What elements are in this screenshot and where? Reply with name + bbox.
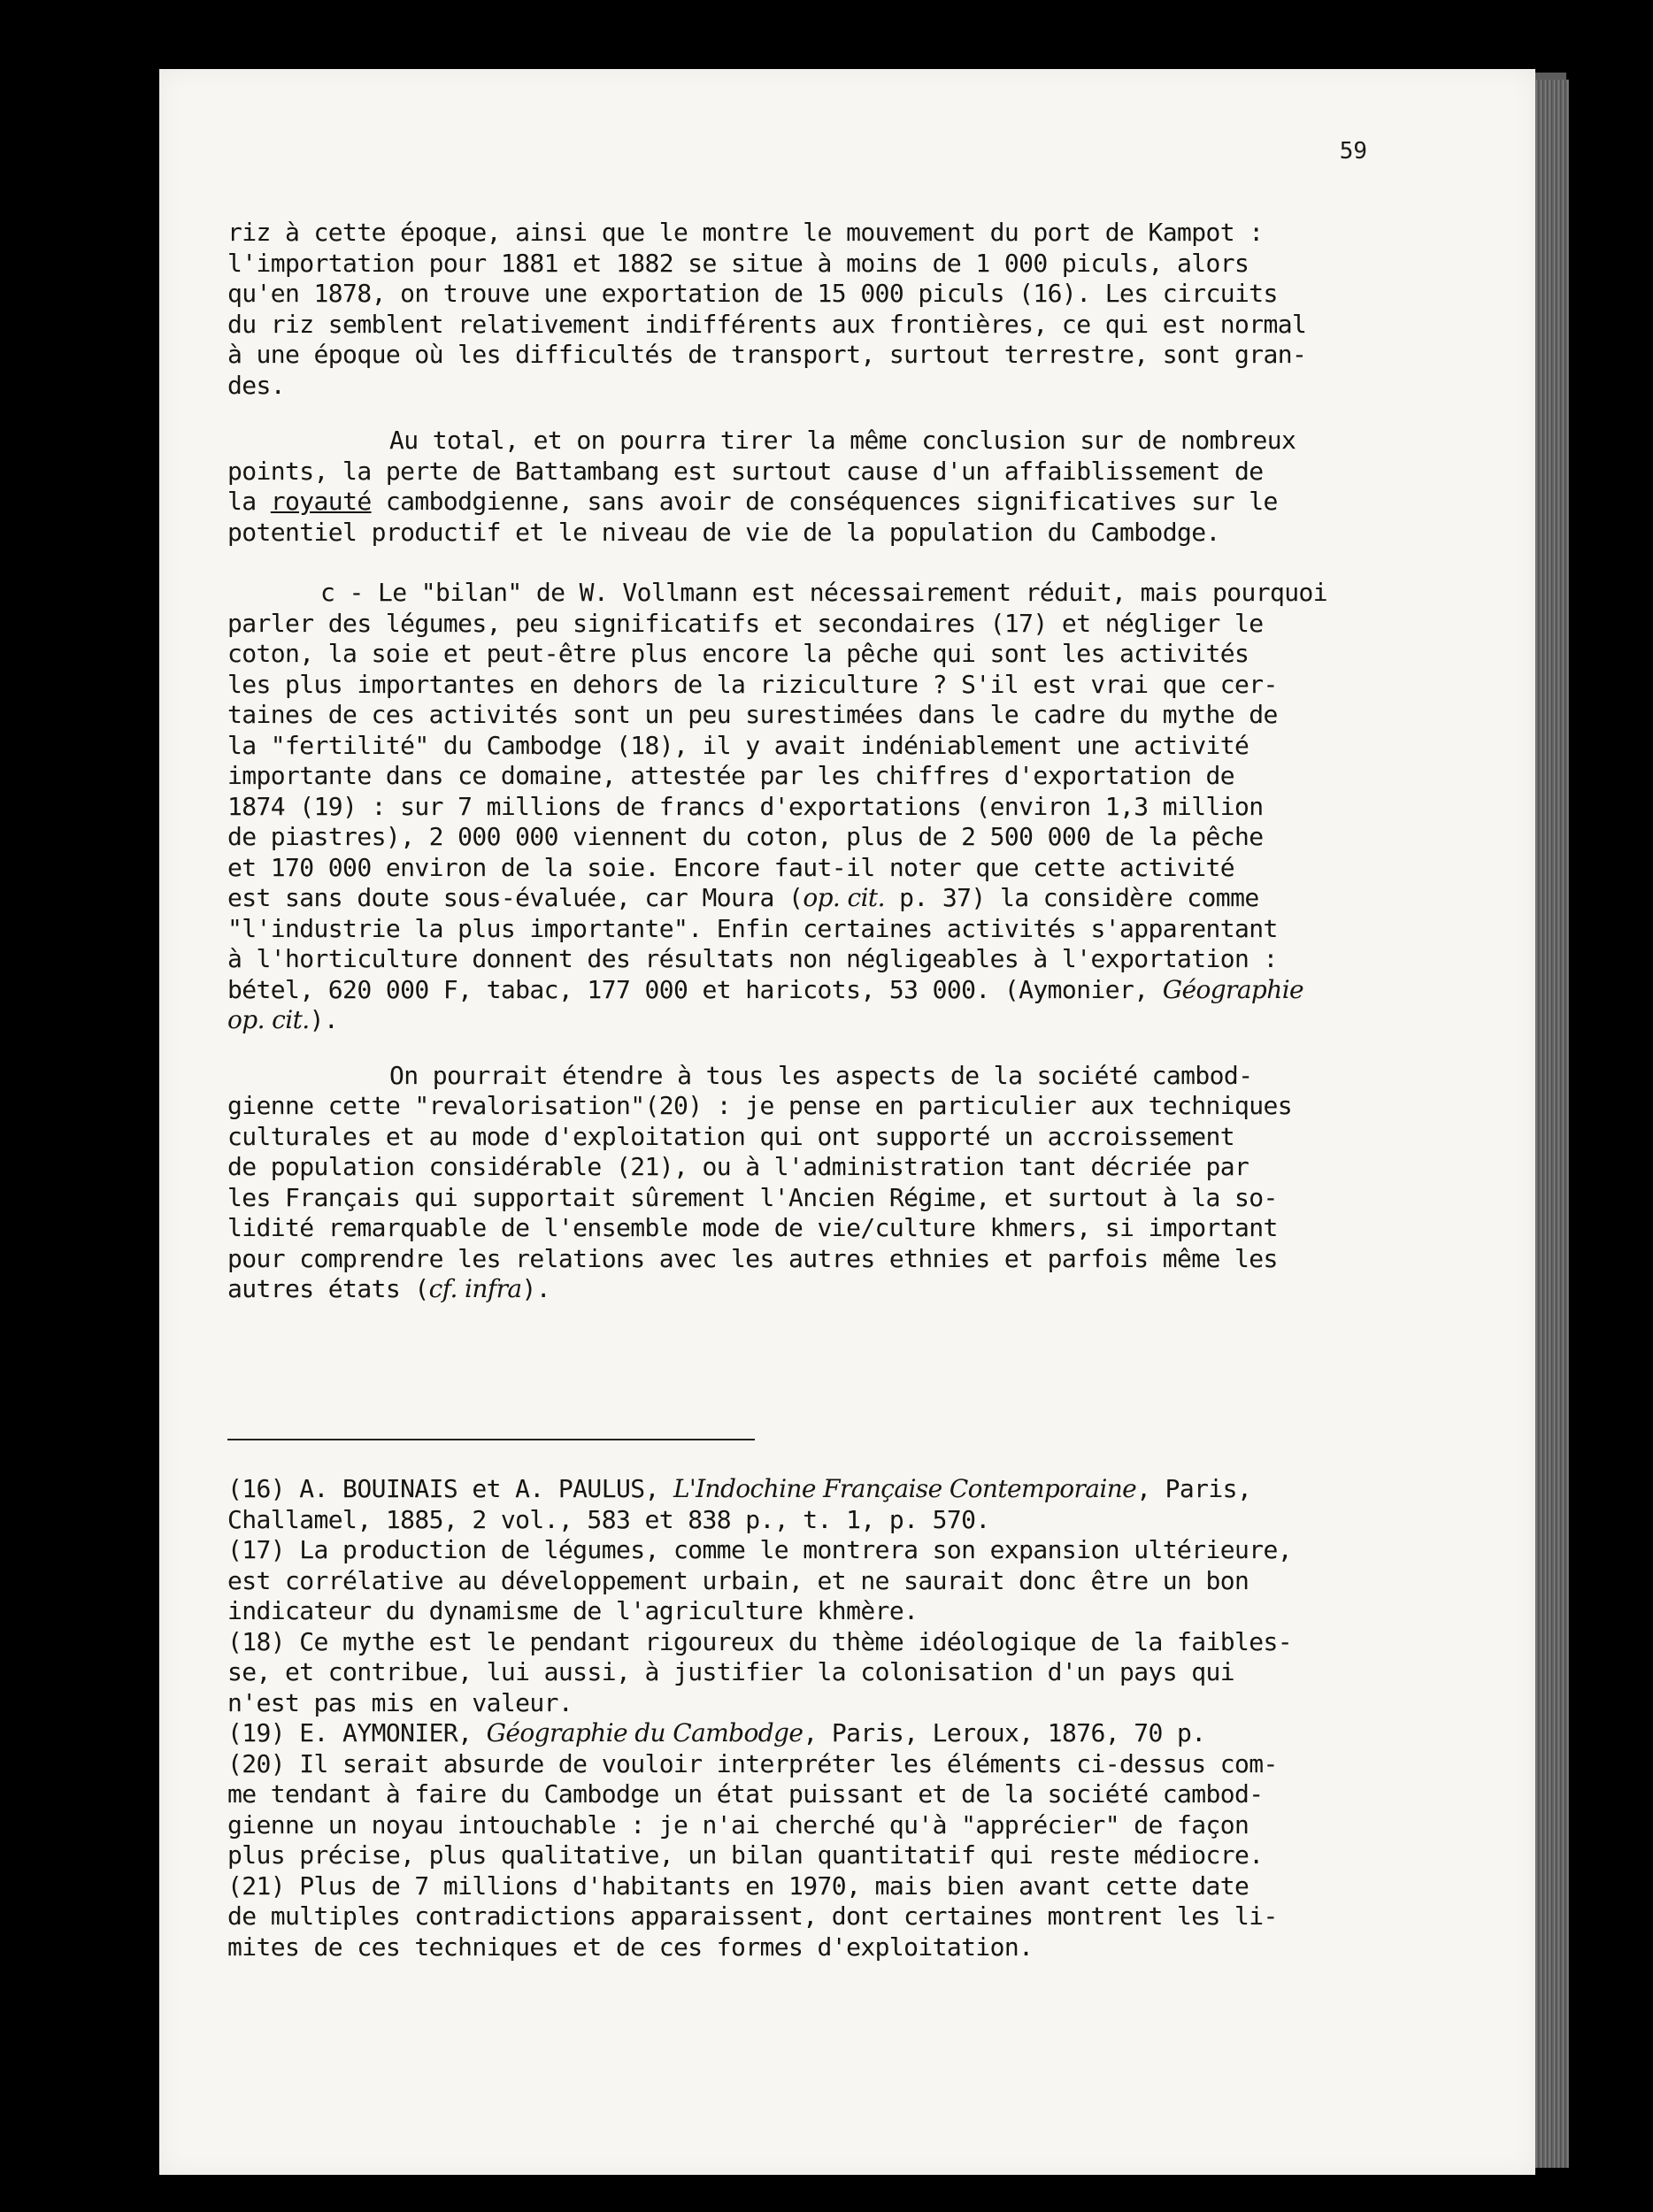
text-line: mites de ces techniques et de ces formes d'exploitation. xyxy=(227,1932,1034,1962)
paragraph-rice xyxy=(227,218,1369,401)
text-line: de population considérable (21), ou à l'administration tant décriée par xyxy=(227,1152,1249,1181)
text-line: est sans doute sous-évaluée, car Moura (op. cit. p. 37) la considère comme xyxy=(227,883,1259,912)
paragraph-revalorisation xyxy=(227,1061,1369,1305)
italic-text: cf. infra xyxy=(428,1274,522,1303)
text-line: l'importation pour 1881 et 1882 se situe à moins de 1 000 piculs, alors xyxy=(227,248,1249,278)
underlined-word: royauté xyxy=(270,487,372,516)
text-line: coton, la soie et peut-être plus encore la pêche qui sont les activités xyxy=(227,639,1249,668)
text-line: On pourrait étendre à tous les aspects de la société cambod- xyxy=(389,1060,1253,1090)
text-line: lidité remarquable de l'ensemble mode de vie/culture khmers, si important xyxy=(227,1213,1278,1242)
footnote-18 xyxy=(227,1627,1369,1719)
paragraph-total xyxy=(227,426,1369,548)
text-line: (19) E. AYMONIER, Géographie du Cambodge, Paris, Leroux, 1876, 70 p. xyxy=(227,1718,1206,1747)
text-line: (21) Plus de 7 millions d'habitants en 1970, mais bien avant cette date xyxy=(227,1870,1249,1901)
text-line: à une époque où les difficultés de transport, surtout terrestre, sont gran- xyxy=(227,340,1307,369)
paragraph-bilan xyxy=(227,578,1369,1036)
text-line: Challamel, 1885, 2 vol., 583 et 838 p., t. 1, p. 570. xyxy=(227,1504,990,1534)
text-line: plus précise, plus qualitative, un bilan quantitatif qui reste médiocre. xyxy=(227,1840,1264,1870)
text-line: la royauté cambodgienne, sans avoir de conséquences significatives sur le xyxy=(227,487,1278,516)
text-line: (18) Ce mythe est le pendant rigoureux du thème idéologique de la faibles- xyxy=(227,1626,1293,1656)
italic-text: Géographie xyxy=(1162,974,1304,1004)
text-line: op. cit.). xyxy=(227,1005,339,1034)
book-page-edges xyxy=(1535,80,1569,2168)
italic-text: Géographie du Cambodge xyxy=(486,1718,803,1747)
text-line: les Français qui supportait sûrement l'Ancien Régime, et surtout à la so- xyxy=(227,1182,1278,1212)
footnote-21 xyxy=(227,1871,1369,1963)
page-number: 59 xyxy=(1339,138,1367,165)
footnote-19 xyxy=(227,1718,1369,1749)
footnote-17 xyxy=(227,1535,1369,1627)
text-line: c - Le "bilan" de W. Vollmann est nécessairement réduit, mais pourquoi xyxy=(320,578,1328,607)
text-line: se, et contribue, lui aussi, à justifier la colonisation d'un pays qui xyxy=(227,1657,1235,1686)
text-line: (17) La production de légumes, comme le montrera son expansion ultérieure, xyxy=(227,1535,1293,1564)
footnote-20 xyxy=(227,1749,1369,1871)
italic-text: L'Indochine Française Contemporaine xyxy=(673,1474,1137,1503)
text-line: 1874 (19) : sur 7 millions de francs d'exportations (environ 1,3 million xyxy=(227,791,1264,821)
text-line: parler des légumes, peu significatifs et secondaires (17) et négliger le xyxy=(227,608,1264,638)
text-line: importante dans ce domaine, attestée par les chiffres d'exportation de xyxy=(227,761,1235,790)
text-line: de piastres), 2 000 000 viennent du coton, plus de 2 500 000 de la pêche xyxy=(227,822,1264,851)
text-line: Au total, et on pourra tirer la même conclusion sur de nombreux xyxy=(389,426,1296,455)
text-line: du riz semblent relativement indifférents aux frontières, ce qui est normal xyxy=(227,309,1307,339)
text-line: la "fertilité" du Cambodge (18), il y avait indéniablement une activité xyxy=(227,730,1249,760)
text-line: des. xyxy=(227,370,286,400)
text-line: gienne un noyau intouchable : je n'ai cherché qu'à "apprécier" de façon xyxy=(227,1809,1249,1839)
text-line: bétel, 620 000 F, tabac, 177 000 et haricots, 53 000. (Aymonier, Géographie xyxy=(227,974,1304,1004)
text-line: gienne cette "revalorisation"(20) : je pense en particulier aux techniques xyxy=(227,1091,1293,1120)
italic-text: op. cit. xyxy=(803,883,885,912)
footnote-separator xyxy=(227,1439,755,1440)
text-line: et 170 000 environ de la soie. Encore faut-il noter que cette activité xyxy=(227,852,1235,882)
text-line: "l'industrie la plus importante". Enfin certaines activités s'apparentant xyxy=(227,913,1278,943)
text-line: riz à cette époque, ainsi que le montre le mouvement du port de Kampot : xyxy=(227,218,1264,247)
text-line: autres états (cf. infra). xyxy=(227,1274,551,1303)
text-line: qu'en 1878, on trouve une exportation de 15 000 piculs (16). Les circuits xyxy=(227,279,1278,308)
text-line: pour comprendre les relations avec les autres ethnies et parfois même les xyxy=(227,1243,1278,1273)
book-page xyxy=(159,69,1535,2175)
text-line: points, la perte de Battambang est surtout cause d'un affaiblissement de xyxy=(227,456,1264,486)
text-line: à l'horticulture donnent des résultats non négligeables à l'exportation : xyxy=(227,944,1278,973)
text-line: (16) A. BOUINAIS et A. PAULUS, L'Indochine Française Contemporaine, Paris, xyxy=(227,1474,1252,1503)
text-line: taines de ces activités sont un peu surestimées dans le cadre du mythe de xyxy=(227,700,1278,729)
footnote-16 xyxy=(227,1474,1369,1535)
text-line: (20) Il serait absurde de vouloir interpréter les éléments ci-dessus com- xyxy=(227,1748,1278,1778)
text-line: de multiples contradictions apparaissent, dont certaines montrent les li- xyxy=(227,1901,1278,1931)
text-line: n'est pas mis en valeur. xyxy=(227,1687,573,1717)
italic-text: op. cit. xyxy=(227,1005,310,1034)
footnotes xyxy=(227,1474,1369,1962)
text-line: les plus importantes en dehors de la riziculture ? S'il est vrai que cer- xyxy=(227,669,1278,699)
text-line: culturales et au mode d'exploitation qui ont supporté un accroissement xyxy=(227,1121,1235,1151)
main-text xyxy=(227,218,1369,1305)
text-line: me tendant à faire du Cambodge un état puissant et de la société cambod- xyxy=(227,1779,1264,1809)
text-line: indicateur du dynamisme de l'agriculture khmère. xyxy=(227,1596,919,1625)
text-line: potentiel productif et le niveau de vie de la population du Cambodge. xyxy=(227,517,1220,547)
text-line: est corrélative au développement urbain, et ne saurait donc être un bon xyxy=(227,1565,1249,1595)
